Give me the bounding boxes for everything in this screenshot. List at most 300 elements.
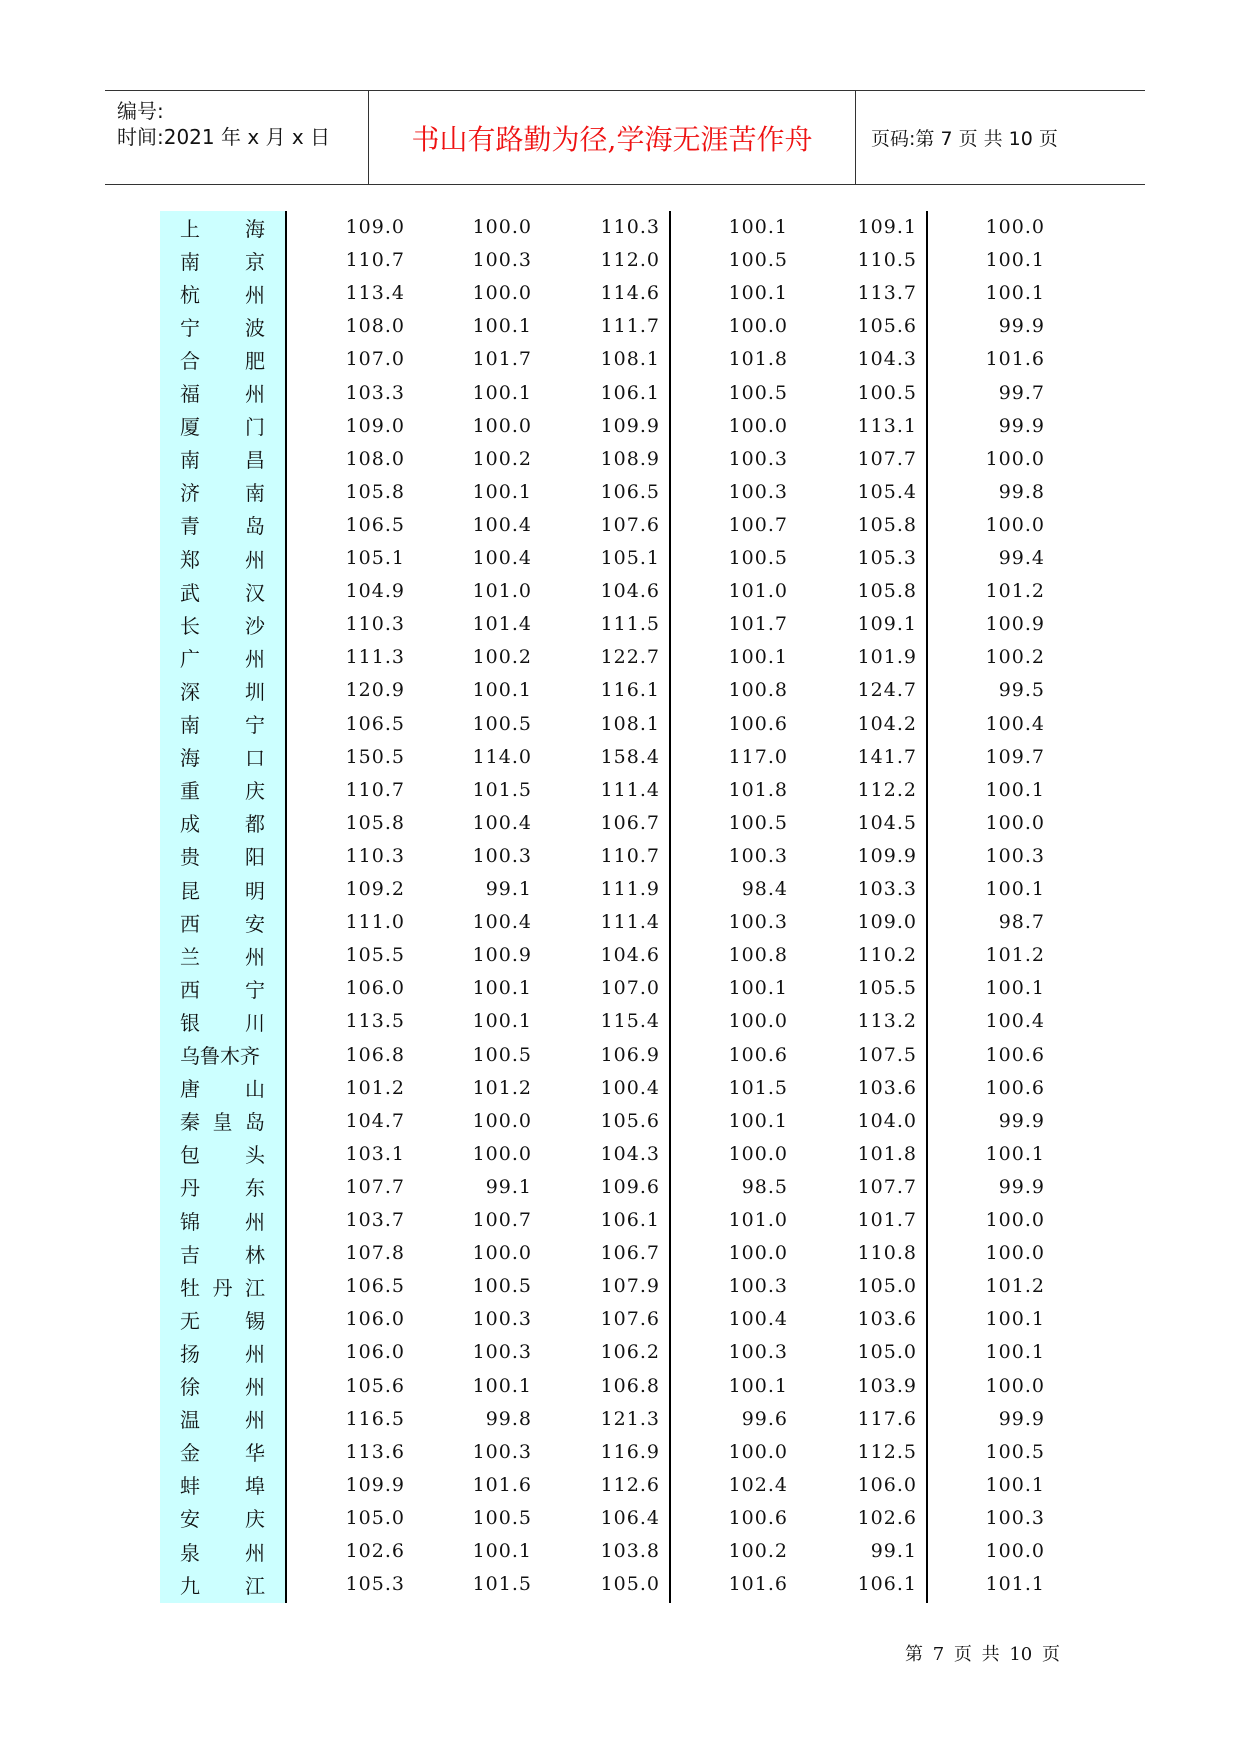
index-value: 100.0	[985, 216, 1045, 238]
index-value: 108.1	[600, 348, 660, 371]
index-value: 109.1	[857, 613, 917, 636]
index-value: 111.4	[600, 911, 660, 934]
index-value: 100.4	[728, 1308, 788, 1331]
index-value: 100.0	[985, 1374, 1045, 1397]
index-value: 105.4	[857, 480, 917, 503]
city-name: 西 宁	[180, 977, 265, 1002]
index-value: 105.6	[600, 1109, 660, 1132]
index-value: 113.4	[345, 282, 405, 305]
index-value: 99.1	[485, 1175, 532, 1198]
index-value: 100.4	[985, 1010, 1045, 1033]
city-name: 济 南	[180, 481, 265, 506]
table-row	[0, 310, 1241, 342]
city-name: 长 沙	[180, 613, 265, 638]
index-value: 100.5	[472, 1275, 532, 1298]
index-value: 101.2	[345, 1076, 405, 1099]
table-row	[0, 972, 1241, 1004]
index-value: 101.1	[985, 1573, 1045, 1596]
header-meta-cell	[105, 91, 369, 184]
table-row	[0, 211, 1241, 243]
index-value: 100.9	[472, 944, 532, 967]
index-value: 100.6	[985, 1076, 1045, 1099]
index-value: 116.1	[600, 679, 660, 702]
index-value: 100.3	[472, 249, 532, 272]
page-footer: 第 7 页 共 10 页	[905, 1644, 1060, 1665]
city-name: 福 州	[180, 382, 265, 406]
index-value: 105.0	[600, 1573, 660, 1596]
index-value: 106.5	[345, 513, 405, 536]
index-value: 109.9	[345, 1473, 405, 1496]
index-value: 109.0	[345, 216, 405, 238]
index-value: 100.1	[472, 679, 532, 702]
table-row	[0, 1039, 1241, 1071]
index-value: 99.9	[998, 414, 1045, 437]
index-value: 100.8	[728, 679, 788, 702]
index-value: 100.4	[985, 712, 1045, 735]
index-value: 105.1	[600, 547, 660, 569]
index-value: 109.9	[857, 844, 917, 867]
index-value: 106.9	[600, 1043, 660, 1066]
table-row	[0, 1469, 1241, 1501]
index-value: 100.2	[472, 447, 532, 470]
index-value: 101.7	[857, 1209, 917, 1231]
index-value: 100.1	[985, 282, 1045, 305]
table-row	[0, 277, 1241, 309]
index-value: 100.3	[728, 1275, 788, 1298]
index-value: 106.1	[857, 1573, 917, 1596]
header-motto-cell	[369, 91, 856, 184]
index-value: 109.7	[985, 745, 1045, 768]
index-value: 124.7	[857, 679, 917, 702]
index-value: 150.5	[345, 745, 405, 768]
table-row	[0, 708, 1241, 740]
index-value: 106.8	[600, 1374, 660, 1397]
index-value: 101.6	[472, 1473, 532, 1496]
city-name: 青 岛	[180, 514, 265, 539]
city-name: 乌 鲁 木 齐	[180, 1044, 260, 1068]
index-value: 100.5	[857, 381, 917, 404]
index-value: 100.2	[728, 1540, 788, 1562]
index-value: 100.3	[472, 1440, 532, 1463]
index-value: 103.1	[345, 1142, 405, 1165]
index-value: 106.0	[345, 977, 405, 1000]
index-value: 104.3	[600, 1142, 660, 1165]
index-value: 100.6	[728, 1506, 788, 1529]
index-value: 105.6	[345, 1374, 405, 1397]
index-value: 101.0	[472, 580, 532, 603]
table-row	[0, 542, 1241, 574]
index-value: 105.8	[857, 580, 917, 603]
table-row	[0, 1502, 1241, 1534]
index-value: 98.4	[741, 878, 788, 900]
index-value: 100.5	[728, 381, 788, 404]
city-name: 重 庆	[180, 779, 265, 804]
index-value: 100.3	[472, 1308, 532, 1331]
index-value: 106.5	[345, 712, 405, 735]
index-value: 100.3	[728, 447, 788, 470]
index-value: 105.8	[857, 513, 917, 536]
index-value: 101.2	[985, 1275, 1045, 1298]
index-value: 100.1	[472, 1374, 532, 1397]
index-value: 158.4	[600, 745, 660, 768]
index-value: 108.0	[345, 315, 405, 338]
index-value: 106.1	[600, 1209, 660, 1231]
index-value: 99.9	[998, 315, 1045, 338]
city-name: 厦 门	[180, 415, 265, 440]
city-name: 南 宁	[180, 713, 265, 737]
index-value: 101.6	[985, 348, 1045, 371]
index-value: 116.9	[600, 1440, 660, 1463]
index-value: 100.1	[472, 381, 532, 404]
index-value: 100.1	[985, 1142, 1045, 1165]
city-name: 合 肥	[180, 348, 265, 373]
index-value: 110.3	[600, 216, 660, 238]
table-row	[0, 774, 1241, 806]
index-value: 100.5	[472, 1043, 532, 1066]
city-name: 深 圳	[180, 679, 265, 704]
city-name: 昆 明	[180, 878, 265, 903]
index-value: 100.0	[985, 513, 1045, 536]
index-value: 106.7	[600, 811, 660, 834]
table-row	[0, 1072, 1241, 1104]
index-value: 100.1	[728, 282, 788, 305]
index-value: 108.9	[600, 447, 660, 470]
index-value: 105.8	[345, 811, 405, 834]
index-value: 100.0	[985, 1209, 1045, 1231]
index-value: 100.6	[728, 1043, 788, 1066]
index-value: 104.6	[600, 944, 660, 967]
index-value: 110.2	[857, 944, 917, 967]
index-value: 110.7	[345, 778, 405, 801]
index-value: 100.1	[728, 1109, 788, 1132]
index-value: 102.6	[857, 1506, 917, 1529]
city-name: 蚌 埠	[180, 1474, 265, 1499]
index-value: 102.4	[728, 1473, 788, 1496]
index-value: 111.4	[600, 778, 660, 801]
table-row	[0, 608, 1241, 640]
city-name: 锦 州	[180, 1209, 265, 1234]
index-value: 100.4	[472, 513, 532, 536]
index-value: 109.2	[345, 878, 405, 900]
index-value: 106.0	[857, 1473, 917, 1496]
index-value: 103.7	[345, 1209, 405, 1231]
index-value: 100.5	[728, 811, 788, 834]
table-row	[0, 741, 1241, 773]
index-value: 101.9	[857, 646, 917, 669]
table-row	[0, 343, 1241, 375]
index-value: 111.7	[600, 315, 660, 338]
index-value: 100.1	[472, 480, 532, 503]
city-name: 南 昌	[180, 448, 265, 473]
city-name: 海 口	[180, 746, 265, 771]
table-row	[0, 1005, 1241, 1037]
index-value: 99.1	[485, 878, 532, 900]
index-value: 99.9	[998, 1109, 1045, 1132]
index-value: 100.4	[600, 1076, 660, 1099]
index-value: 100.6	[728, 712, 788, 735]
index-value: 100.0	[472, 282, 532, 305]
index-value: 113.6	[345, 1440, 405, 1463]
table-row	[0, 1436, 1241, 1468]
index-value: 105.0	[857, 1275, 917, 1298]
index-value: 101.8	[728, 348, 788, 371]
table-row	[0, 575, 1241, 607]
index-value: 99.7	[998, 381, 1045, 404]
index-value: 101.0	[728, 1209, 788, 1231]
index-value: 100.1	[985, 977, 1045, 1000]
index-value: 107.6	[600, 513, 660, 536]
index-value: 113.5	[345, 1010, 405, 1033]
index-value: 106.0	[345, 1341, 405, 1364]
index-value: 122.7	[600, 646, 660, 669]
table-row	[0, 1403, 1241, 1435]
index-value: 100.0	[472, 1142, 532, 1165]
index-value: 106.5	[345, 1275, 405, 1298]
index-value: 100.3	[728, 1341, 788, 1364]
index-value: 100.0	[985, 1242, 1045, 1265]
index-value: 100.6	[985, 1043, 1045, 1066]
index-value: 100.0	[985, 811, 1045, 834]
table-row	[0, 906, 1241, 938]
table-row	[0, 1336, 1241, 1368]
index-value: 104.2	[857, 712, 917, 735]
index-value: 99.9	[998, 1407, 1045, 1430]
index-value: 101.4	[472, 613, 532, 636]
index-value: 101.2	[985, 944, 1045, 967]
index-value: 101.7	[472, 348, 532, 371]
index-value: 111.9	[600, 878, 660, 900]
table-row	[0, 1171, 1241, 1203]
index-value: 120.9	[345, 679, 405, 702]
index-value: 121.3	[600, 1407, 660, 1430]
city-name: 温 州	[180, 1408, 265, 1433]
index-value: 104.0	[857, 1109, 917, 1132]
index-value: 103.3	[345, 381, 405, 404]
index-value: 100.1	[728, 977, 788, 1000]
index-value: 100.9	[985, 613, 1045, 636]
index-value: 103.3	[857, 878, 917, 900]
table-row	[0, 1237, 1241, 1269]
index-value: 107.7	[857, 447, 917, 470]
index-value: 109.9	[600, 414, 660, 437]
index-value: 113.1	[857, 414, 917, 437]
index-value: 100.0	[472, 216, 532, 238]
index-value: 100.0	[472, 1242, 532, 1265]
index-value: 106.2	[600, 1341, 660, 1364]
table-row	[0, 1535, 1241, 1567]
header-page-code: 页码:第 7 页 共 10 页	[871, 128, 1058, 150]
index-value: 100.1	[472, 977, 532, 1000]
table-row	[0, 939, 1241, 971]
index-value: 100.5	[472, 1506, 532, 1529]
table-row	[0, 1303, 1241, 1335]
index-value: 99.8	[998, 480, 1045, 503]
city-name: 九 江	[180, 1573, 265, 1598]
index-value: 105.1	[345, 547, 405, 569]
document-time-label: 时间:2021 年 x 月 x 日	[117, 125, 331, 149]
index-value: 100.1	[985, 249, 1045, 272]
index-value: 100.5	[728, 547, 788, 569]
index-value: 100.0	[985, 1540, 1045, 1562]
index-value: 110.3	[345, 844, 405, 867]
city-name: 杭 州	[180, 282, 265, 307]
table-row	[0, 1568, 1241, 1600]
index-value: 101.5	[728, 1076, 788, 1099]
document-number-label: 编号:	[117, 99, 164, 123]
index-value: 110.8	[857, 1242, 917, 1265]
index-value: 100.5	[472, 712, 532, 735]
index-value: 109.0	[857, 911, 917, 934]
index-value: 103.9	[857, 1374, 917, 1397]
index-value: 110.3	[345, 613, 405, 636]
index-value: 100.1	[728, 216, 788, 238]
index-value: 99.5	[998, 679, 1045, 702]
index-value: 105.8	[345, 480, 405, 503]
index-value: 100.0	[728, 414, 788, 437]
index-value: 107.6	[600, 1308, 660, 1331]
index-value: 100.1	[472, 1010, 532, 1033]
index-value: 104.6	[600, 580, 660, 603]
index-value: 108.0	[345, 447, 405, 470]
index-value: 107.0	[345, 348, 405, 371]
index-value: 115.4	[600, 1010, 660, 1033]
table-row	[0, 410, 1241, 442]
table-row	[0, 840, 1241, 872]
index-value: 100.1	[985, 1308, 1045, 1331]
city-name: 银 川	[180, 1010, 265, 1035]
city-name: 上 海	[180, 216, 265, 241]
city-name: 武 汉	[180, 580, 265, 605]
index-value: 105.0	[857, 1341, 917, 1364]
index-value: 100.3	[472, 844, 532, 867]
index-value: 103.8	[600, 1540, 660, 1562]
index-value: 116.5	[345, 1407, 405, 1430]
index-value: 111.5	[600, 613, 660, 636]
index-value: 112.2	[857, 778, 917, 801]
index-value: 141.7	[857, 745, 917, 768]
index-value: 100.5	[985, 1440, 1045, 1463]
table-row	[0, 674, 1241, 706]
index-value: 106.5	[600, 480, 660, 503]
index-value: 107.9	[600, 1275, 660, 1298]
table-row	[0, 476, 1241, 508]
index-value: 112.5	[857, 1440, 917, 1463]
index-value: 100.1	[985, 778, 1045, 801]
city-name: 兰 州	[180, 944, 265, 969]
table-row	[0, 377, 1241, 409]
index-value: 100.2	[472, 646, 532, 669]
index-value: 102.6	[345, 1540, 405, 1562]
city-name: 成 都	[180, 812, 265, 837]
index-value: 110.7	[600, 844, 660, 867]
index-value: 100.5	[728, 249, 788, 272]
table-row	[0, 1204, 1241, 1236]
index-value: 99.4	[998, 547, 1045, 569]
city-name: 包 头	[180, 1143, 265, 1168]
index-value: 100.0	[728, 1142, 788, 1165]
index-value: 107.0	[600, 977, 660, 1000]
index-value: 100.0	[472, 414, 532, 437]
index-value: 100.1	[985, 1341, 1045, 1364]
index-value: 112.6	[600, 1473, 660, 1496]
index-value: 110.7	[345, 249, 405, 272]
index-value: 104.5	[857, 811, 917, 834]
index-value: 100.0	[728, 315, 788, 338]
index-value: 101.8	[728, 778, 788, 801]
table-row	[0, 873, 1241, 905]
index-value: 99.9	[998, 1175, 1045, 1198]
city-name: 金 华	[180, 1441, 265, 1466]
index-value: 117.0	[728, 745, 788, 768]
header-page-cell	[856, 91, 1145, 184]
index-value: 100.1	[472, 315, 532, 338]
city-name: 无 锡	[180, 1308, 265, 1333]
index-value: 99.8	[485, 1407, 532, 1430]
index-value: 109.1	[857, 216, 917, 238]
index-value: 104.3	[857, 348, 917, 371]
index-value: 103.6	[857, 1076, 917, 1099]
index-value: 100.4	[472, 547, 532, 569]
index-value: 100.3	[728, 480, 788, 503]
index-value: 101.6	[728, 1573, 788, 1596]
index-value: 104.7	[345, 1109, 405, 1132]
city-name: 南 京	[180, 249, 265, 274]
table-row	[0, 1270, 1241, 1302]
index-value: 114.0	[472, 745, 532, 768]
table-row	[0, 443, 1241, 475]
index-value: 117.6	[857, 1407, 917, 1430]
index-value: 100.1	[985, 878, 1045, 900]
index-value: 106.0	[345, 1308, 405, 1331]
index-value: 100.3	[728, 844, 788, 867]
index-value: 113.2	[857, 1010, 917, 1033]
index-value: 107.5	[857, 1043, 917, 1066]
index-value: 101.8	[857, 1142, 917, 1165]
index-value: 104.9	[345, 580, 405, 603]
index-value: 108.1	[600, 712, 660, 735]
index-value: 100.0	[728, 1242, 788, 1265]
city-name: 西 安	[180, 911, 265, 936]
index-value: 100.3	[728, 911, 788, 934]
city-name: 吉 林	[180, 1242, 265, 1267]
index-value: 100.1	[728, 1374, 788, 1397]
index-value: 105.0	[345, 1506, 405, 1529]
city-name: 秦 皇 岛	[180, 1110, 265, 1135]
index-value: 105.3	[857, 547, 917, 569]
index-value: 106.8	[345, 1043, 405, 1066]
index-value: 100.3	[985, 844, 1045, 867]
index-value: 101.2	[472, 1076, 532, 1099]
index-value: 101.7	[728, 613, 788, 636]
index-value: 100.7	[728, 513, 788, 536]
city-name: 广 州	[180, 646, 265, 671]
index-value: 101.5	[472, 1573, 532, 1596]
index-value: 100.1	[472, 1540, 532, 1562]
index-value: 111.3	[345, 646, 405, 669]
index-value: 101.5	[472, 778, 532, 801]
city-name: 安 庆	[180, 1507, 265, 1532]
index-value: 101.0	[728, 580, 788, 603]
index-value: 105.5	[857, 977, 917, 1000]
index-value: 110.5	[857, 249, 917, 272]
document-header	[105, 90, 1145, 185]
index-value: 105.5	[345, 944, 405, 967]
index-value: 100.3	[985, 1506, 1045, 1529]
city-name: 唐 山	[180, 1077, 265, 1102]
index-value: 100.0	[985, 447, 1045, 470]
index-value: 100.3	[472, 1341, 532, 1364]
city-name: 泉 州	[180, 1540, 265, 1565]
